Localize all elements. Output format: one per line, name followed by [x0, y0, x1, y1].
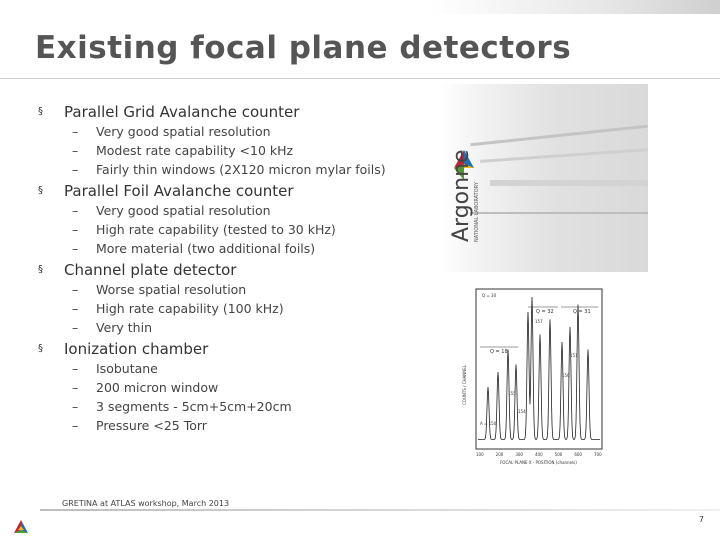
argonne-small-logo-icon	[12, 518, 30, 536]
dash: –	[72, 203, 79, 218]
dash: –	[72, 124, 79, 139]
plot-xtick-label: 500	[554, 452, 563, 457]
plot-annotation: 151	[570, 353, 578, 358]
plot-annotation: A = 150	[480, 421, 497, 426]
dash: –	[72, 282, 79, 297]
sub-bullet-text: 200 micron window	[96, 380, 219, 395]
dash: –	[72, 222, 79, 237]
sub-bullet-text: 3 segments - 5cm+5cm+20cm	[96, 399, 292, 414]
sub-bullet-text: High rate capability (100 kHz)	[96, 301, 284, 316]
dash: –	[72, 143, 79, 158]
argonne-logo-icon	[440, 84, 648, 272]
sub-bullet-text: More material (two additional foils)	[96, 241, 316, 256]
sub-bullet-text: Isobutane	[96, 361, 158, 376]
sub-bullet-text: Worse spatial resolution	[96, 282, 247, 297]
plot-annotation: 156	[562, 373, 570, 378]
plot-xtick-label: 100	[476, 452, 484, 457]
plot-xtick-label: 600	[574, 452, 582, 457]
logo-wordmark: Argonne	[449, 149, 474, 242]
bullet-marker: §	[38, 343, 43, 354]
bullet-label: Parallel Foil Avalanche counter	[64, 182, 294, 200]
plot-annotation: Q = 32	[536, 309, 554, 315]
plot-annotation: 154	[518, 409, 526, 414]
sub-bullet-text: High rate capability (tested to 30 kHz)	[96, 222, 336, 237]
plot-annotation: Q = 31	[573, 309, 591, 315]
dash: –	[72, 241, 79, 256]
plot-xticks	[476, 452, 602, 457]
footer-text: GRETINA at ATLAS workshop, March 2013	[62, 499, 230, 508]
plot-ylabel: COUNTS / CHANNEL	[462, 364, 467, 405]
logo-subtitle: NATIONAL LABORATORY	[474, 182, 480, 242]
bullet-label: Ionization chamber	[64, 340, 209, 358]
plot-xtick-label: 300	[515, 452, 523, 457]
corner-decoration	[430, 0, 720, 14]
dash: –	[72, 301, 79, 316]
page-number: 7	[698, 515, 704, 524]
sub-bullet-text: Pressure <25 Torr	[96, 418, 207, 433]
dash: –	[72, 418, 79, 433]
sub-bullet-text: Very thin	[96, 320, 152, 335]
sub-bullet-text: Modest rate capability <10 kHz	[96, 143, 294, 158]
dash: –	[72, 162, 79, 177]
bullet-marker: §	[38, 264, 43, 275]
footer-divider	[40, 509, 720, 511]
plot-annotation: 157	[535, 319, 543, 324]
dash: –	[72, 399, 79, 414]
sub-bullet-text: Fairly thin windows (2X120 micron mylar foils)	[96, 162, 386, 177]
page-title: Existing focal plane detectors	[35, 30, 572, 66]
bullet-label: Channel plate detector	[64, 261, 237, 279]
bullet-marker: §	[38, 106, 43, 117]
dash: –	[72, 361, 79, 376]
dash: –	[72, 380, 79, 395]
plot-annotation: Q = 18	[490, 349, 508, 355]
plot-xtick-label: 700	[594, 452, 602, 457]
spectrum-plot	[458, 285, 610, 467]
argonne-logo-image	[440, 84, 648, 272]
bullet-marker: §	[38, 185, 43, 196]
plot-xtick-label: 200	[495, 452, 504, 457]
title-divider	[0, 78, 720, 79]
plot-xtick-label: 400	[535, 452, 543, 457]
plot-annotation: 155	[508, 391, 516, 396]
plot-xlabel: FOCAL PLANE X - POSITION (channels)	[500, 460, 577, 465]
sub-bullet-text: Very good spatial resolution	[96, 203, 271, 218]
spectrum-plot-image	[458, 285, 610, 467]
dash: –	[72, 320, 79, 335]
bullet-label: Parallel Grid Avalanche counter	[64, 103, 300, 121]
plot-annotation: Q = 30	[482, 293, 497, 298]
sub-bullet-text: Very good spatial resolution	[96, 124, 271, 139]
